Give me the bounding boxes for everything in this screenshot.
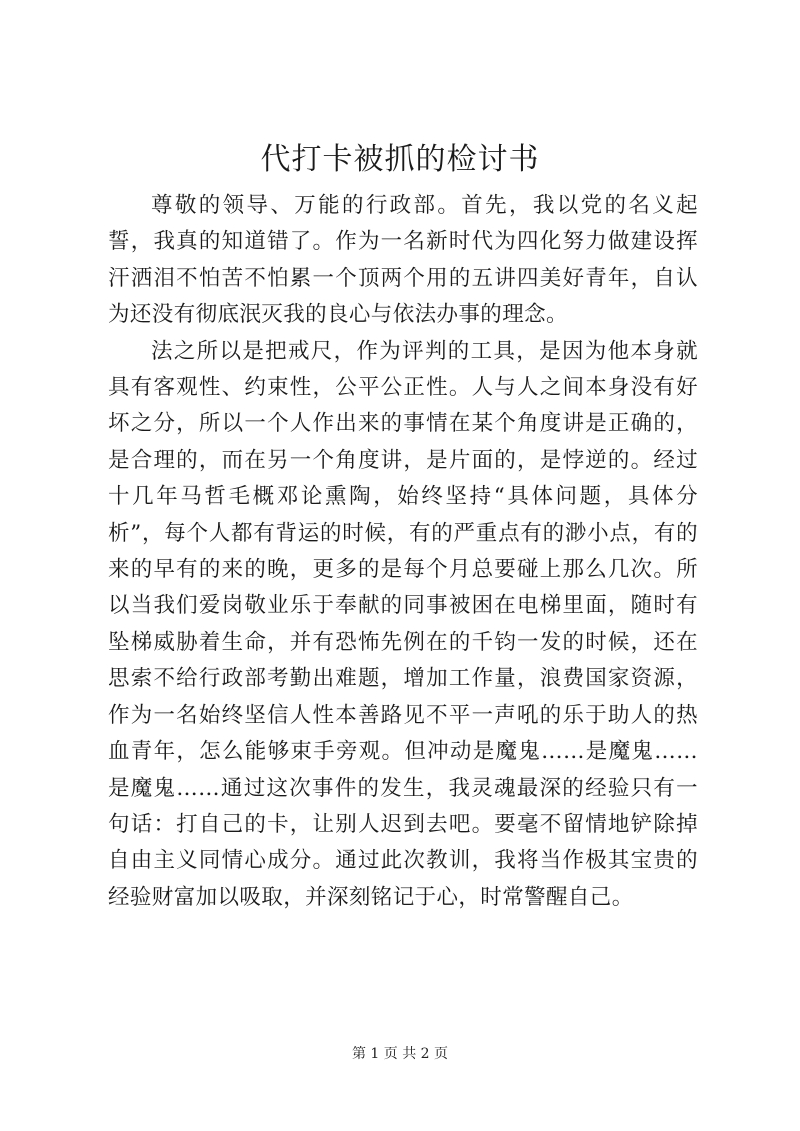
paragraph-2: 法之所以是把戒尺，作为评判的工具，是因为他本身就具有客观性、约束性，公平公正性。人与人之间本身没有好坏之分，所以一个人作出来的事情在某个角度讲是正确的，是合理的，而在另一个角度讲，是片面的，是悖逆的。经过十几年马哲毛概邓论熏陶，始终坚持“具体问题，具体分析”，每个人都有背运的时候，有的严重点有的渺小点，有的来的早有的来的晚，更多的是每个月总要碰上那么几次。所以当我们爱岗敬业乐于奉献的同事被困在电梯里面，随时有坠梯威胁着生命，并有恐怖先例在的千钧一发的时候，还在思索不给行政部考勤出难题，增加工作量，浪费国家资源，作为一名始终坚信人性本善路见不平一声吼的乐于助人的热血青年，怎么能够束手旁观。但冲动是魔鬼……是魔鬼……是魔鬼……通过这次事件的发生，我灵魂最深的经验只有一句话：打自己的卡，让别人迟到去吧。要毫不留情地铲除掉自由主义同情心成分。通过此次教训，我将当作极其宝贵的经验财富加以吸取，并深刻铭记于心，时常警醒自己。: [108, 338, 698, 910]
paragraph-1: 尊敬的领导、万能的行政部。首先，我以党的名义起誓，我真的知道错了。作为一名新时代为四化努力做建设挥汗洒泪不怕苦不怕累一个顶两个用的五讲四美好青年，自认为还没有彻底泯灭我的良心与依法办事的理念。: [108, 193, 698, 328]
document-body: [108, 188, 698, 916]
page-number-footer: 第 1 页 共 2 页: [351, 1046, 449, 1062]
page-title: 代打卡被抓的检讨书: [260, 142, 540, 177]
